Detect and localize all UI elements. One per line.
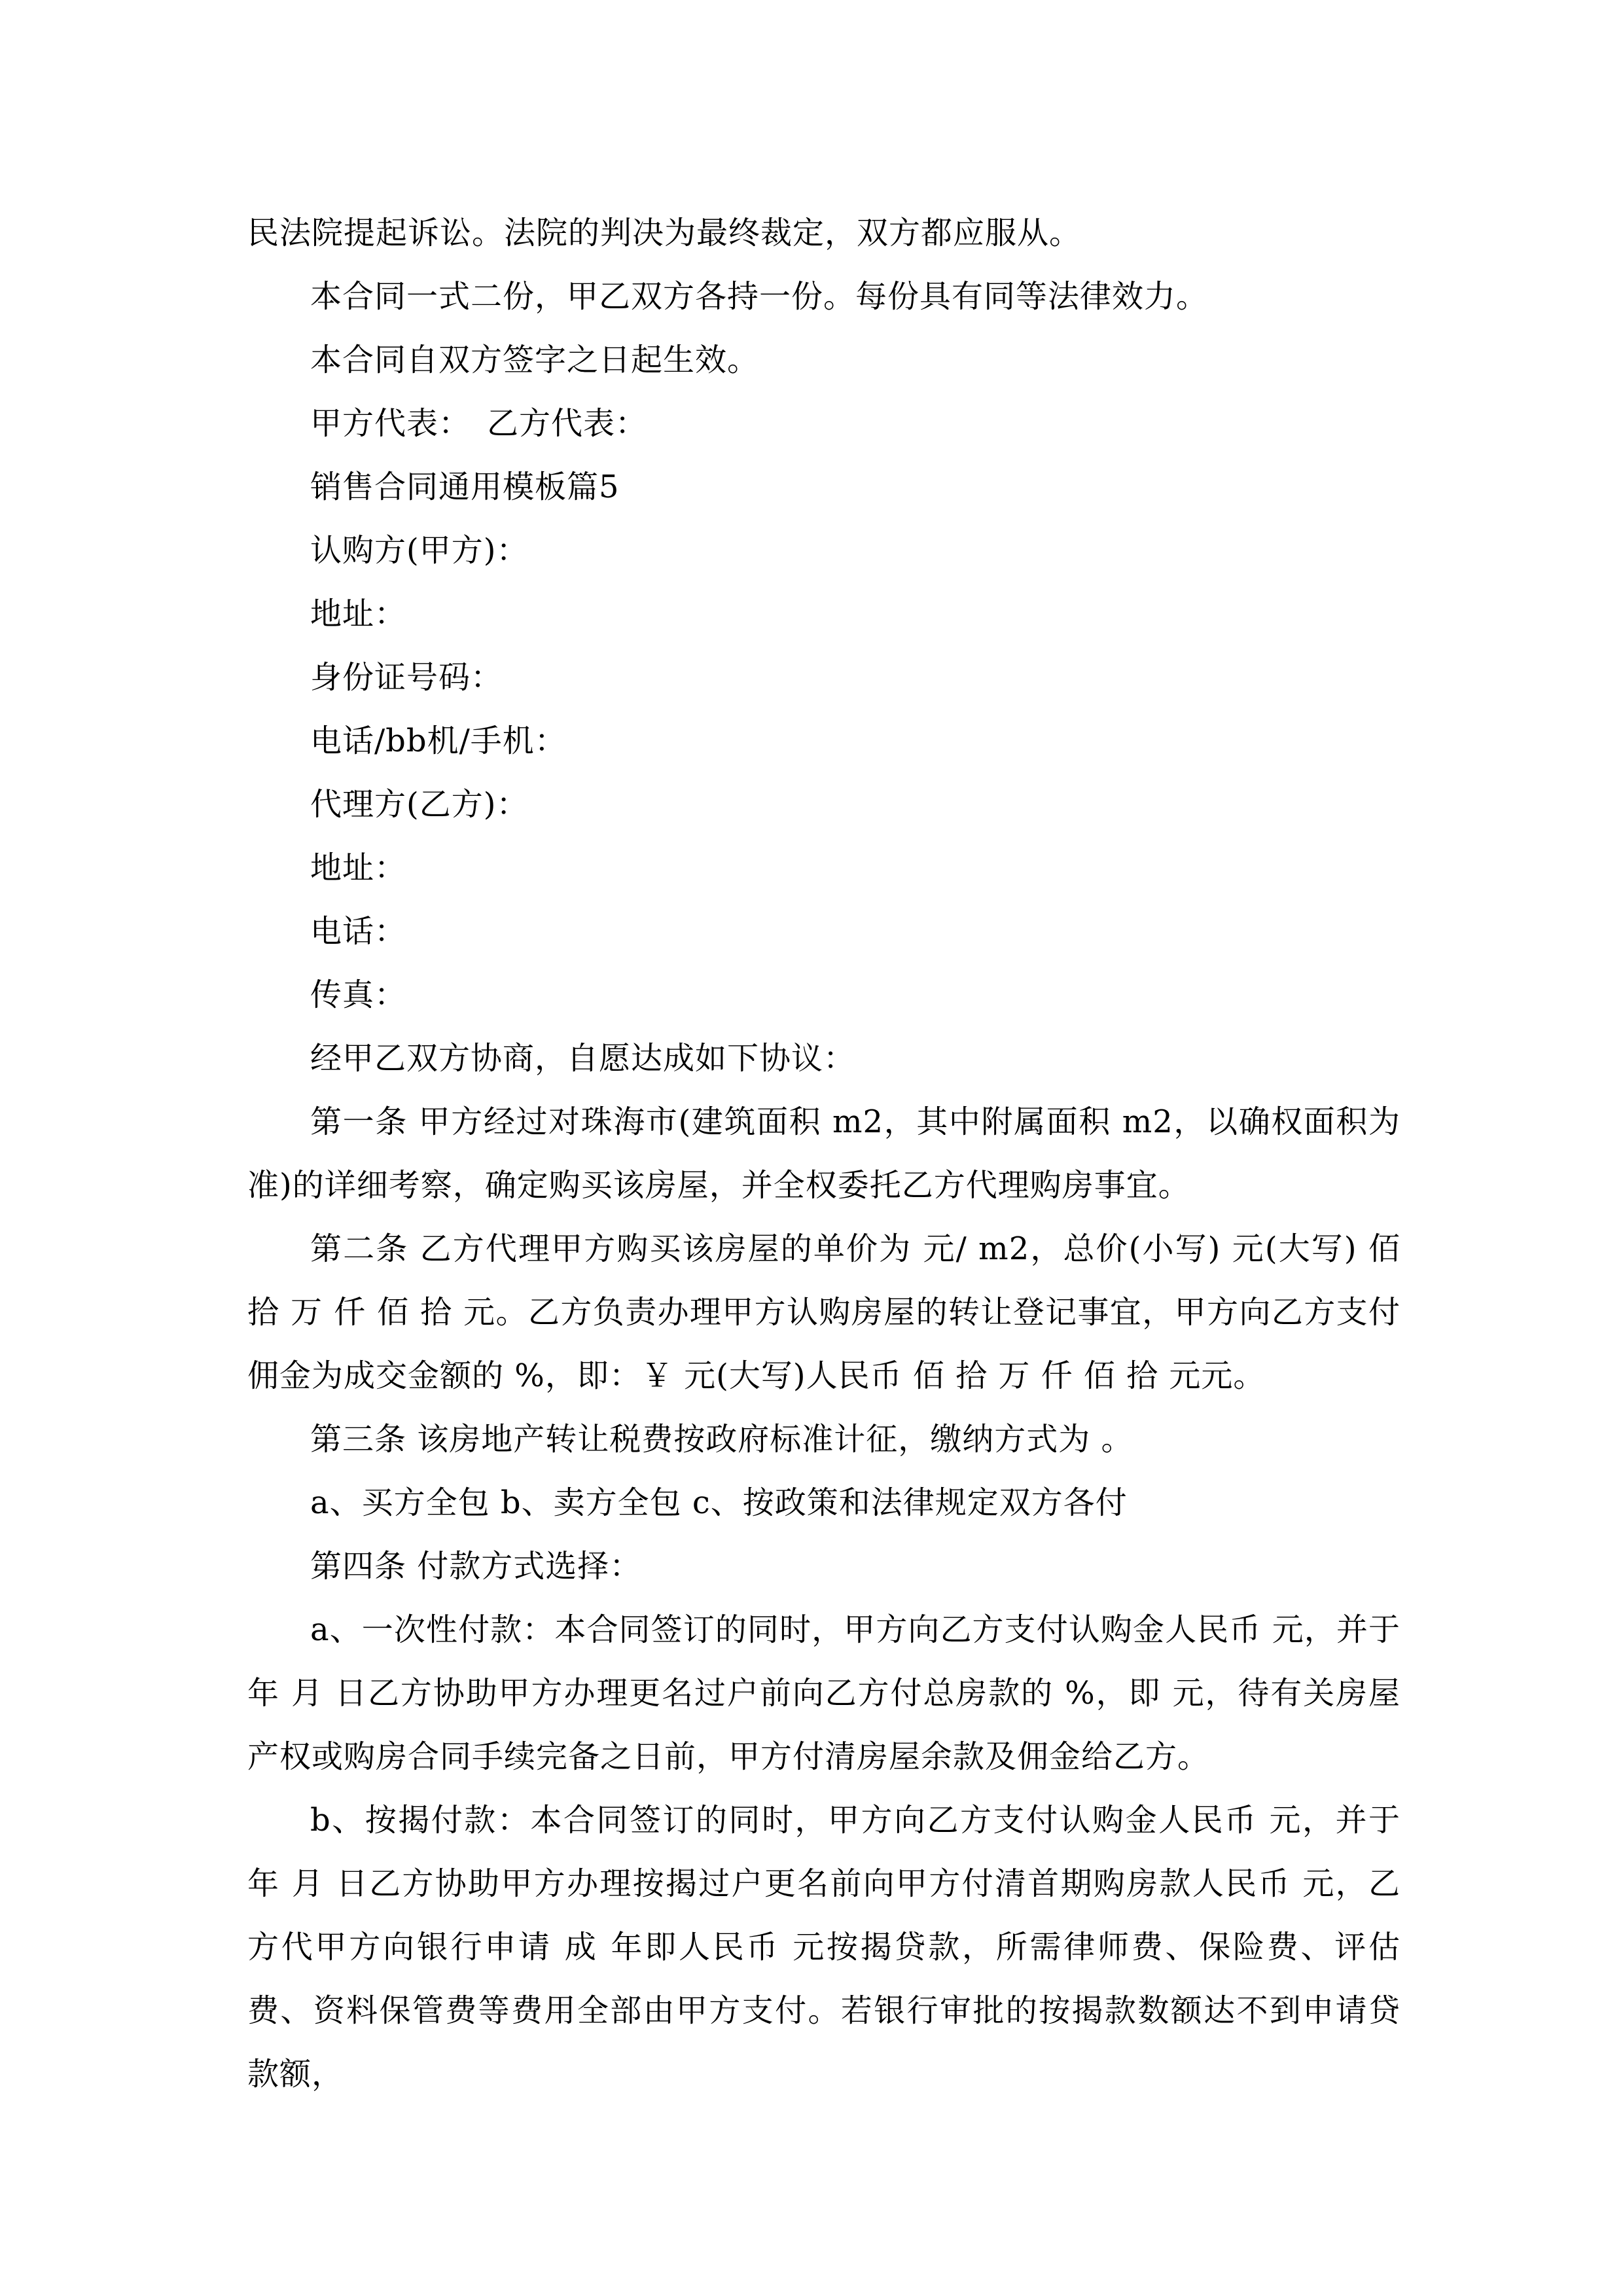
paragraph-representatives: 甲方代表： 乙方代表：	[310, 405, 648, 442]
paragraph-effective-date: 本合同自双方签字之日起生效。	[310, 342, 760, 378]
article-1: 第一条 甲方经过对珠海市(建筑面积 m2，其中附属面积 m2，以确权面积为准)的详细考察，确定购买该房屋，并全权委托乙方代理购房事宜。	[247, 1103, 1400, 1204]
article-4: 第四条 付款方式选择：	[310, 1548, 642, 1585]
field-id-number: 身份证号码：	[310, 659, 503, 696]
paragraph-court-judgment: 民法院提起诉讼。法院的判决为最终裁定，双方都应服从。	[247, 215, 1082, 251]
field-buyer-address: 地址：	[310, 596, 407, 632]
field-buyer: 认购方(甲方)：	[310, 532, 529, 569]
article-4-option-b: b、按揭付款：本合同签订的同时，甲方向乙方支付认购金人民币 元，并于 年 月 日乙方协助甲方办理按揭过户更名前向甲方付清首期购房款人民币 元，乙方代甲方向银行申请 成 年即人民币 元按揭贷款，所需律师费、保险费、评估费、资料保管费等费用全部由甲方支付。若银行审批的按揭款数额达不到申请贷款额，	[247, 1802, 1400, 2092]
field-agent-fax: 传真：	[310, 977, 407, 1013]
section-title: 销售合同通用模板篇5	[310, 469, 620, 505]
article-3: 第三条 该房地产转让税费按政府标准计征，缴纳方式为 。	[310, 1421, 1133, 1458]
article-2: 第二条 乙方代理甲方购买该房屋的单价为 元/ m2，总价(小写) 元(大写) 佰 拾 万 仟 佰 拾 元。乙方负责办理甲方认购房屋的转让登记事宜，甲方向乙方支付佣金为成交金额的 %，即：￥ 元(大写)人民币 佰 拾 万 仟 佰 拾 元元。	[247, 1230, 1400, 1394]
field-agent-address: 地址：	[310, 850, 407, 886]
field-agent: 代理方(乙方)：	[310, 786, 529, 823]
paragraph-agreement-intro: 经甲乙双方协商，自愿达成如下协议：	[310, 1040, 856, 1077]
document-body	[247, 202, 1400, 2106]
field-phone-mobile: 电话/bb机/手机：	[310, 723, 567, 759]
article-4-option-a: a、一次性付款：本合同签订的同时，甲方向乙方支付认购金人民币 元，并于 年 月 日乙方协助甲方办理更名过户前向乙方付总房款的 %，即 元，待有关房屋产权或购房合同手续完备之日前，甲方付清房屋余款及佣金给乙方。	[247, 1611, 1400, 1775]
field-agent-phone: 电话：	[310, 913, 407, 950]
article-3-options: a、买方全包 b、卖方全包 c、按政策和法律规定双方各付	[310, 1484, 1128, 1521]
paragraph-copies: 本合同一式二份，甲乙双方各持一份。每份具有同等法律效力。	[310, 278, 1209, 315]
